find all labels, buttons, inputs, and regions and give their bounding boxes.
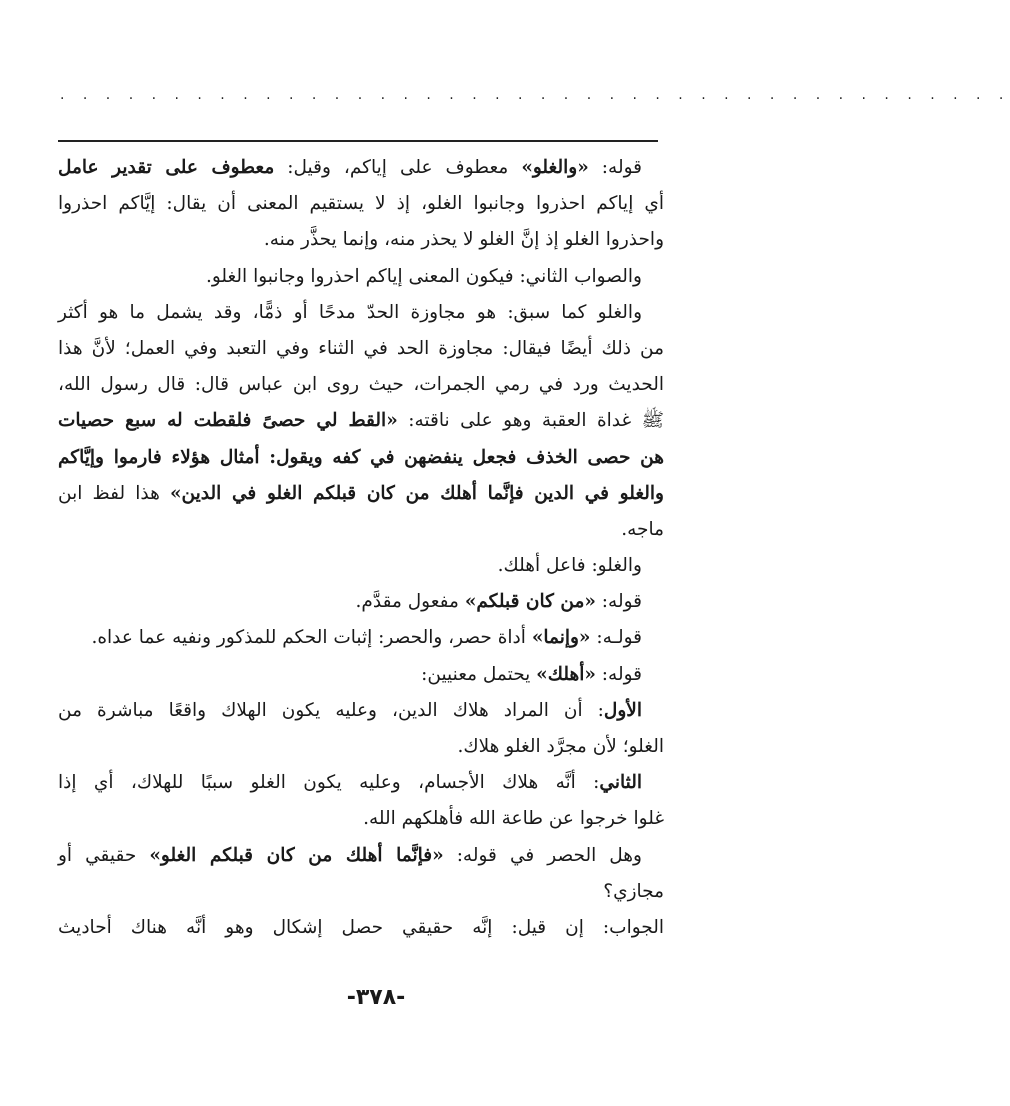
text-line <box>58 403 664 439</box>
bold-text-run: معطوف على تقدير عامل <box>58 157 275 178</box>
text-run: الجواب: إن قيل: إنَّه حقيقي حصل إشكال وهو أنَّه هناك أحاديث <box>58 916 664 938</box>
text-run: مجازي؟ <box>603 880 664 902</box>
text-line <box>58 548 664 584</box>
text-run: حقيقي أو <box>58 844 150 866</box>
text-line <box>58 295 664 331</box>
text-run: والصواب الثاني: فيكون المعنى إياكم احذروا وجانبوا الغلو. <box>205 265 642 287</box>
bold-text-run: «القط لي حصىً فلقطت له سبع حصيات <box>58 410 398 432</box>
bold-text-run: «أهلك» <box>536 663 596 685</box>
bold-text-run: الأول <box>603 699 642 721</box>
text-line <box>58 331 664 367</box>
bold-text-run: «وإنما» <box>531 627 591 649</box>
text-line <box>58 838 664 874</box>
header-dotted-rule: . . . . . . . . . . . . . . . . . . . . . . . . . . . . . . . . . . . . . . . . . . <box>60 87 1010 103</box>
bold-text-run: «فإنَّما أهلك من كان قبلكم الغلو» <box>149 844 444 866</box>
text-run: أداة حصر، والحصر: إثبات الحكم للمذكور ونفيه عما عداه. <box>91 627 532 649</box>
text-run: أي إياكم احذروا وجانبوا الغلو، إذ لا يستقيم المعنى أن يقال: إيَّاكم احذروا <box>58 193 664 215</box>
text-run: الحديث ورد في رمي الجمرات، حيث روى ابن عباس قال: قال رسول الله، <box>58 374 664 396</box>
page-body <box>58 150 664 946</box>
text-run: هذا لفظ ابن <box>58 482 170 504</box>
bold-text-run: هن حصى الخذف فجعل ينفضهن في كفه ويقول: أمثال هؤلاء فارموا وإيَّاكم <box>58 446 664 468</box>
text-line <box>58 874 664 910</box>
text-line <box>58 512 664 548</box>
text-line <box>58 910 664 946</box>
text-line <box>58 259 664 295</box>
text-run: قوله: <box>595 663 642 685</box>
text-run: ﷺ غداة العقبة وهو على ناقته: <box>397 410 665 432</box>
text-run: غلوا خرجوا عن طاعة الله فأهلكهم الله. <box>363 808 664 830</box>
text-run: واحذروا الغلو إذ إنَّ الغلو لا يحذر منه، وإنما يحذَّر منه. <box>263 229 664 251</box>
text-run: وهل الحصر في قوله: <box>443 844 642 866</box>
text-run: : أنَّه هلاك الأجسام، وعليه يكون الغلو سببًا للهلاك، أي إذا <box>58 772 600 794</box>
text-line <box>58 584 664 620</box>
text-line <box>58 150 664 186</box>
text-line <box>58 765 664 801</box>
header-divider <box>58 140 658 142</box>
text-run: ماجه. <box>621 518 664 540</box>
bold-text-run: والغلو في الدين فإنَّما أهلك من كان قبلكم الغلو في الدين» <box>169 482 664 504</box>
text-line <box>58 801 664 837</box>
text-run: والغلو: فاعل أهلك. <box>497 555 642 577</box>
bold-text-run: «والغلو» <box>521 157 589 178</box>
text-line <box>58 440 664 476</box>
text-run: والغلو كما سبق: هو مجاوزة الحدّ مدحًا أو ذمًّا، وقد يشمل ما هو أكثر <box>58 301 642 323</box>
text-line <box>58 657 664 693</box>
bold-text-run: الثاني <box>599 772 642 794</box>
text-run: قوله: <box>588 157 642 178</box>
text-line <box>58 222 664 258</box>
text-run: معطوف على إياكم، وقيل: <box>274 157 522 178</box>
text-run: قوله: <box>595 591 642 613</box>
bold-text-run: «من كان قبلكم» <box>464 591 596 613</box>
text-run: قولـه: <box>590 627 642 649</box>
text-line <box>58 186 664 222</box>
text-run: مفعول مقدَّم. <box>355 591 465 613</box>
page-number: -٣٧٨- <box>346 985 406 1010</box>
text-line <box>58 476 664 512</box>
text-run: : أن المراد هلاك الدين، وعليه يكون الهلاك واقعًا مباشرة من <box>58 699 604 721</box>
text-run: يحتمل معنيين: <box>421 663 537 685</box>
text-line <box>58 367 664 403</box>
text-line <box>58 729 664 765</box>
text-run: من ذلك أيضًا فيقال: مجاوزة الحد في الثناء وفي التعبد وفي العمل؛ لأنَّ هذا <box>58 337 664 359</box>
text-line <box>58 693 664 729</box>
text-run: الغلو؛ لأن مجرَّد الغلو هلاك. <box>457 736 664 757</box>
text-line <box>58 620 664 656</box>
